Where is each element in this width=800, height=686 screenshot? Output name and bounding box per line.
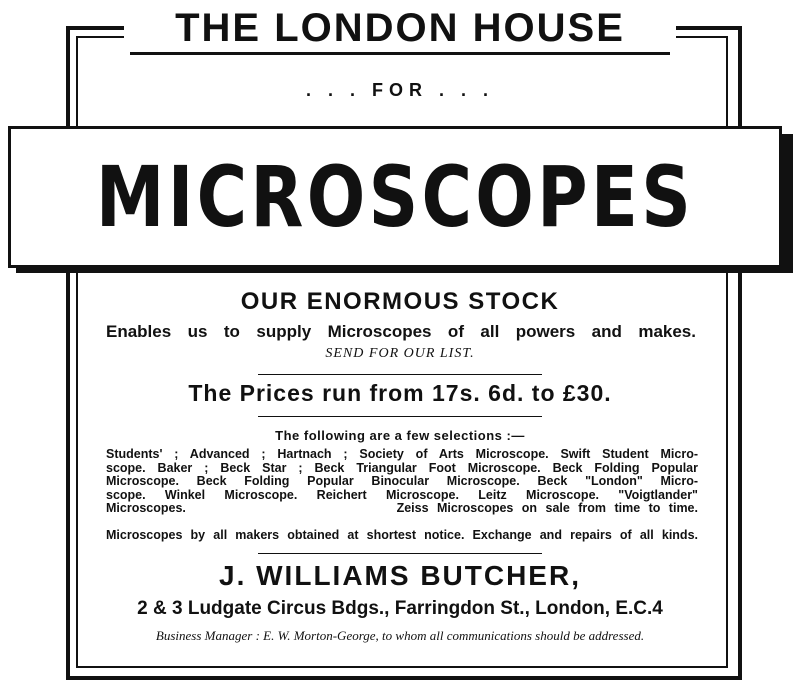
for-line: . . . FOR . . . <box>305 80 494 100</box>
stock-heading: OUR ENORMOUS STOCK <box>240 288 560 315</box>
makers-line: Microscopes by all makers obtained at shortest notice. Exchange and repairs of all kinds. <box>106 528 698 542</box>
company-address: 2 & 3 Ludgate Circus Bdgs., Farringdon St., London, E.C.4 <box>137 598 663 619</box>
business-manager: Business Manager : E. W. Morton-George, to whom all communications should be addressed. <box>155 628 645 643</box>
border-top-right-inner <box>676 36 726 38</box>
selections-line: Microscope. Beck Folding Popular Binocular Microscope. Beck "London" Micro- <box>106 474 698 489</box>
headline-banner <box>8 126 782 268</box>
selections-list <box>106 448 698 516</box>
stock-description: Enables us to supply Microscopes of all powers and makes. <box>106 322 696 341</box>
title-underline <box>130 52 670 55</box>
selections-line: scope. Baker ; Beck Star ; Beck Triangular Foot Microscope. Beck Folding Popular <box>106 460 698 475</box>
selections-line: Microscopes. Zeiss Microscopes on sale from time to time. <box>106 501 698 516</box>
company-name: J. WILLIAMS BUTCHER, <box>219 560 581 591</box>
selections-line: scope. Winkel Microscope. Reichert Microscope. Leitz Microscope. "Voigtlander" <box>106 487 698 502</box>
selections-line: Students' ; Advanced ; Hartnach ; Society of Arts Microscope. Swift Student Micro- <box>106 447 698 461</box>
headline: MICROSCOPES <box>95 148 695 246</box>
selections-heading: The following are a few selections :— <box>275 428 525 443</box>
prices-line: The Prices run from 17s. 6d. to £30. <box>188 380 612 406</box>
border-top-left <box>66 26 124 30</box>
page-title: THE LONDON HOUSE <box>175 6 625 50</box>
border-top-left-inner <box>76 36 124 38</box>
divider <box>258 416 542 417</box>
send-for-list: SEND FOR OUR LIST. <box>325 346 475 361</box>
border-top-right <box>676 26 738 30</box>
divider <box>258 374 542 375</box>
divider <box>258 553 542 554</box>
